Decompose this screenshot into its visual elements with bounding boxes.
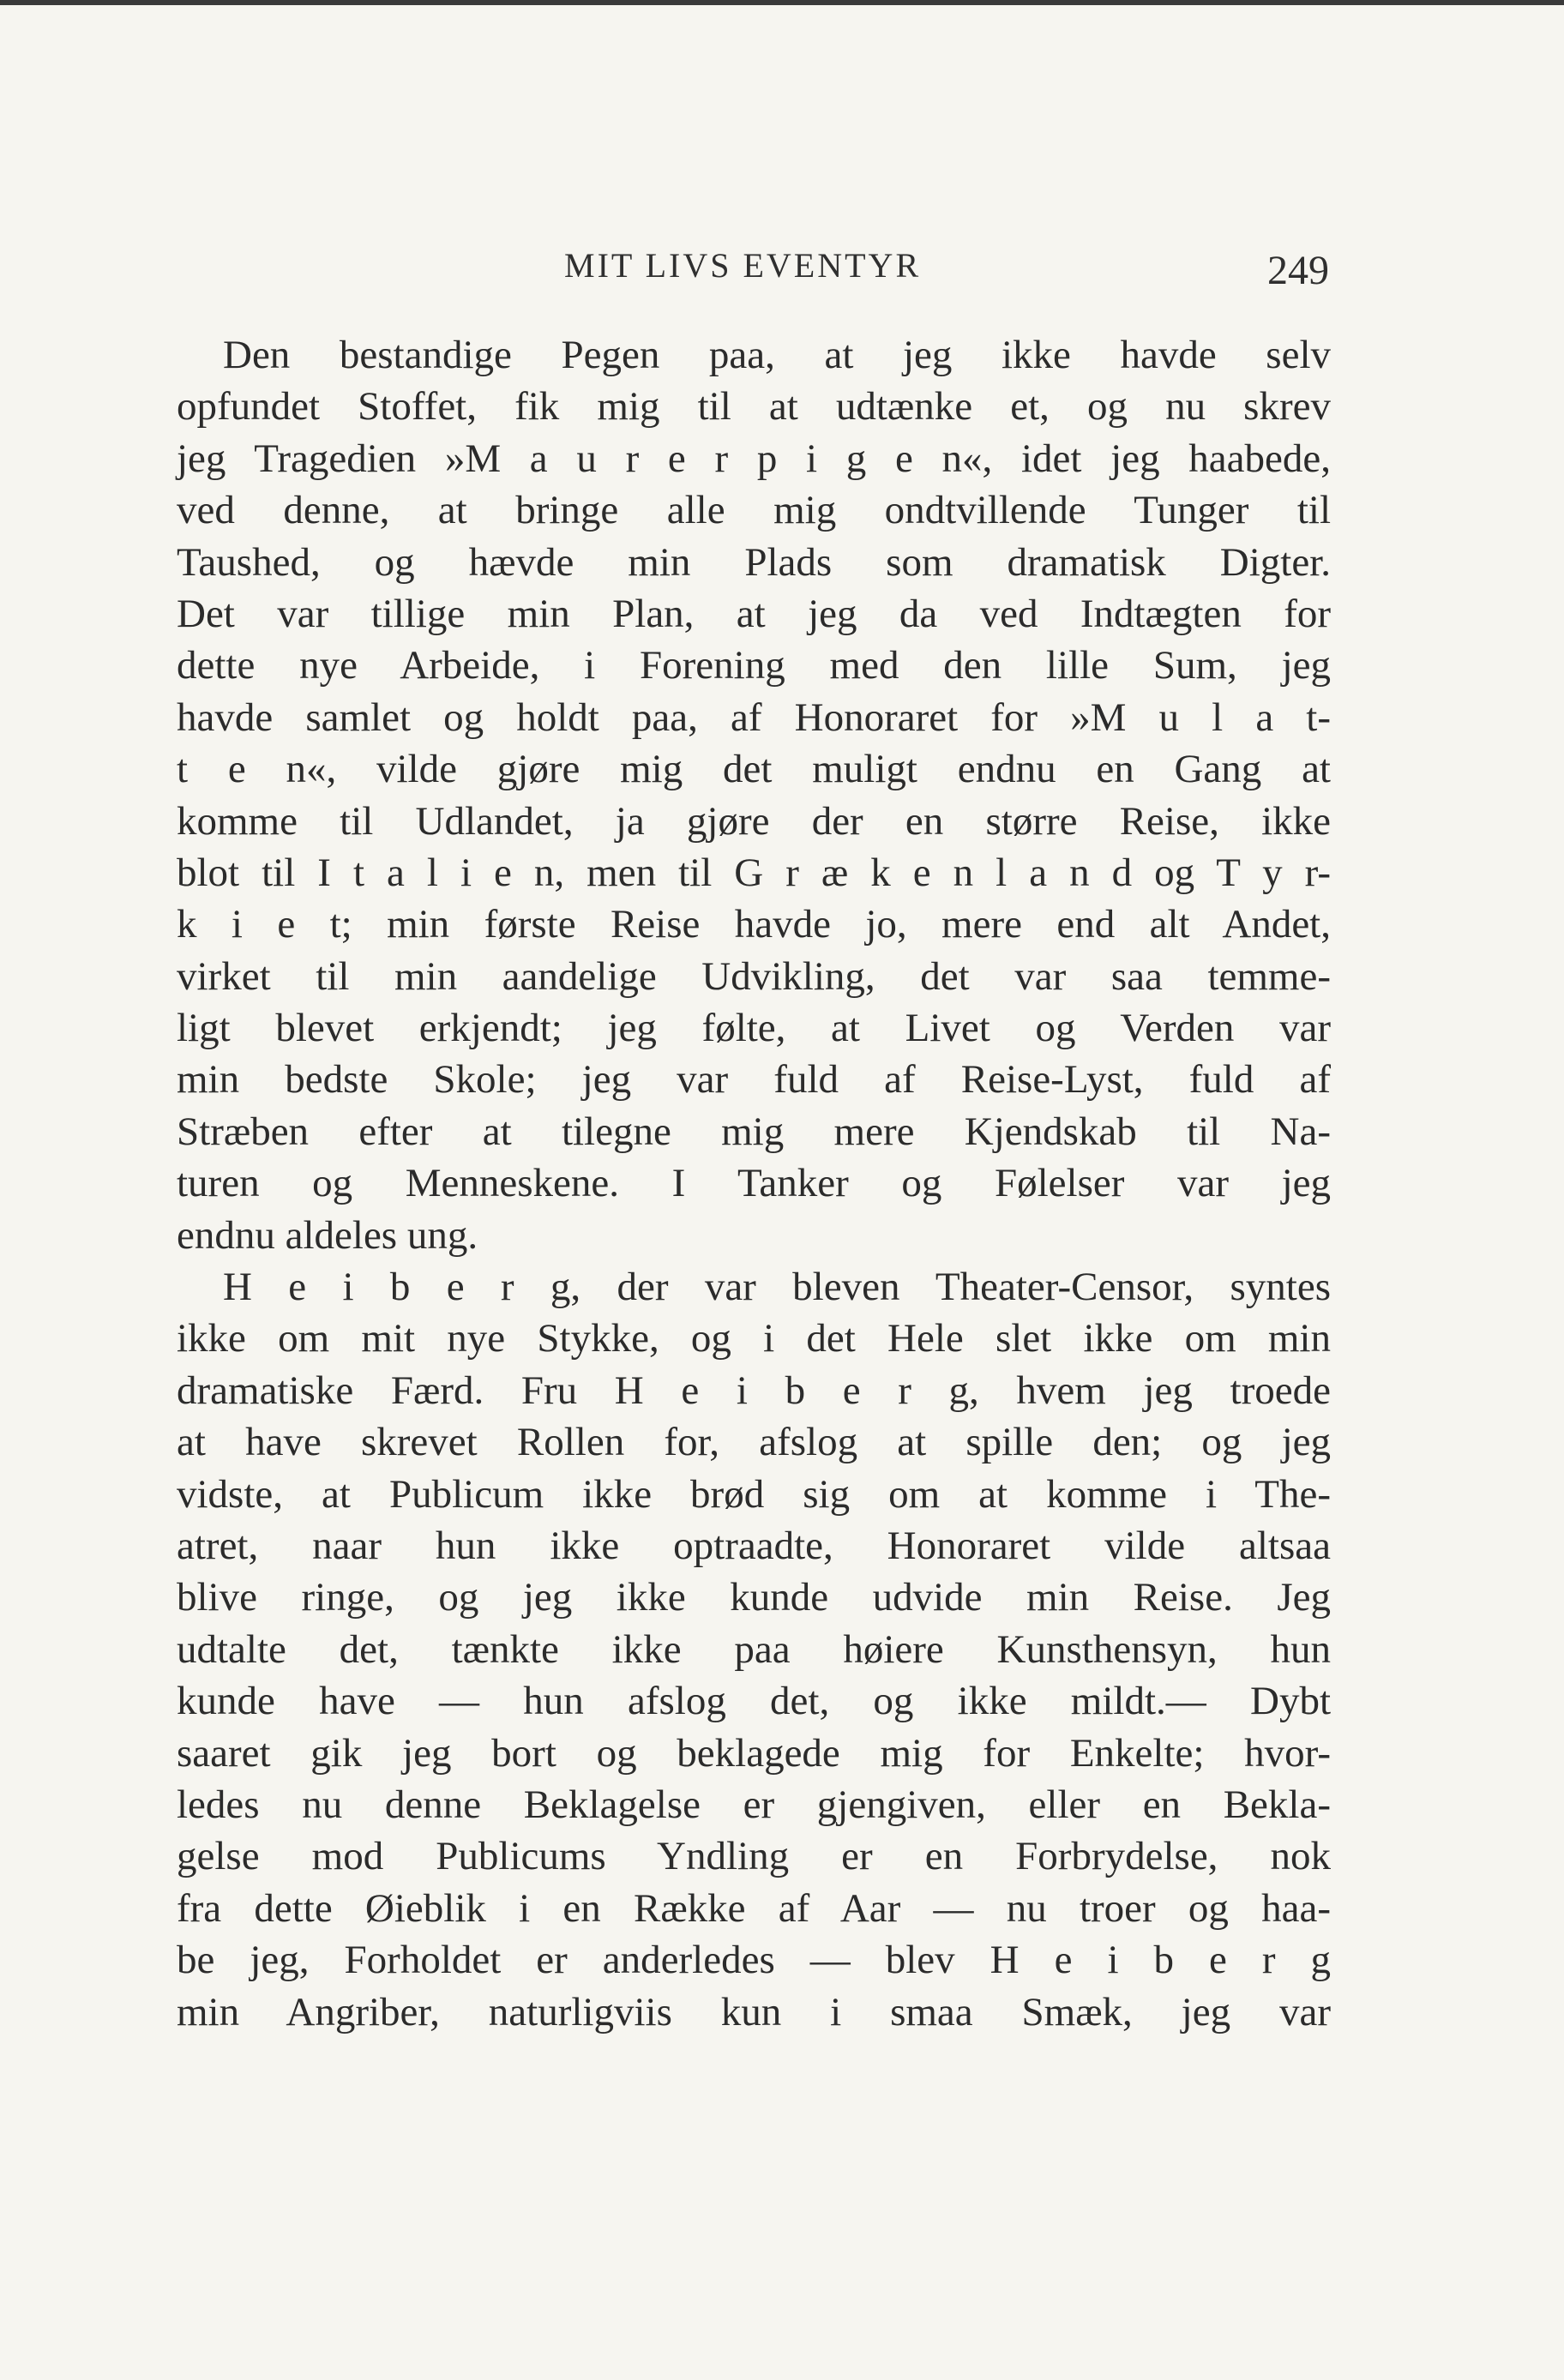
text-line: t e n«, vilde gjøre mig det muligt endnu en Gang at bbox=[177, 747, 1331, 792]
text-line: ledes nu denne Beklagelse er gjengiven, eller en Bekla- bbox=[177, 1782, 1331, 1827]
running-title: MIT LIVS EVENTYR bbox=[564, 246, 922, 285]
text-line: jeg Tragedien »M a u r e r p i g e n«, idet jeg haabede, bbox=[177, 436, 1331, 481]
text-line: havde samlet og holdt paa, af Honoraret for »M u l a t- bbox=[177, 694, 1331, 740]
text-line: blive ringe, og jeg ikke kunde udvide min Reise. Jeg bbox=[177, 1575, 1331, 1620]
page-number: 249 bbox=[1267, 248, 1329, 293]
text-line: min Angriber, naturligviis kun i smaa Smæk, jeg var bbox=[177, 1989, 1331, 2034]
text-line: fra dette Øieblik i en Række af Aar — nu troer og haa- bbox=[177, 1885, 1331, 1931]
text-line: opfundet Stoffet, fik mig til at udtænke et, og nu skrev bbox=[177, 384, 1331, 430]
text-line: vidste, at Publicum ikke brød sig om at komme i The- bbox=[177, 1471, 1331, 1517]
text-line: kunde have — hun afslog det, og ikke mildt.— Dybt bbox=[177, 1679, 1331, 1724]
text-line: Taushed, og hævde min Plads som dramatisk Digter. bbox=[177, 539, 1331, 585]
body-text bbox=[177, 329, 1331, 2038]
text-line: ligt blevet erkjendt; jeg følte, at Livet og Verden var bbox=[177, 1006, 1331, 1051]
text-line: saaret gik jeg bort og beklagede mig for Enkelte; hvor- bbox=[177, 1730, 1331, 1776]
page-top-edge bbox=[0, 0, 1564, 5]
text-line: endnu aldeles ung. bbox=[177, 1212, 478, 1258]
page-header bbox=[180, 245, 1329, 297]
text-line: ikke om mit nye Stykke, og i det Hele slet ikke om min bbox=[177, 1316, 1331, 1361]
text-line: turen og Menneskene. I Tanker og Følelser var jeg bbox=[177, 1161, 1331, 1206]
text-line: Den bestandige Pegen paa, at jeg ikke havde selv bbox=[223, 333, 1331, 377]
text-line: dramatiske Færd. Fru H e i b e r g, hvem jeg troede bbox=[177, 1367, 1331, 1413]
text-line: atret, naar hun ikke optraadte, Honoraret vilde altsaa bbox=[177, 1523, 1331, 1568]
text-line: Det var tillige min Plan, at jeg da ved Indtægten for bbox=[177, 591, 1331, 636]
text-line: virket til min aandelige Udvikling, det var saa temme- bbox=[177, 953, 1331, 999]
text-line: H e i b e r g, der var bleven Theater-Censor, syntes bbox=[223, 1265, 1331, 1310]
text-line: min bedste Skole; jeg var fuld af Reise-Lyst, fuld af bbox=[177, 1057, 1331, 1103]
text-line: at have skrevet Rollen for, afslog at spille den; og jeg bbox=[177, 1420, 1331, 1465]
text-line: Stræben efter at tilegne mig mere Kjendskab til Na- bbox=[177, 1109, 1331, 1154]
text-line: k i e t; min første Reise havde jo, mere end alt Andet, bbox=[177, 902, 1331, 947]
text-line: be jeg, Forholdet er anderledes — blev H e i b e r g bbox=[177, 1938, 1331, 1983]
text-line: ved denne, at bringe alle mig ondtvillende Tunger til bbox=[177, 488, 1331, 533]
text-line: dette nye Arbeide, i Forening med den lille Sum, jeg bbox=[177, 643, 1331, 688]
text-line: udtalte det, tænkte ikke paa høiere Kunsthensyn, hun bbox=[177, 1626, 1331, 1672]
text-line: blot til I t a l i e n, men til G r æ k e n l a n d og T y r- bbox=[177, 850, 1331, 895]
text-line: gelse mod Publicums Yndling er en Forbrydelse, nok bbox=[177, 1834, 1331, 1879]
text-line: komme til Udlandet, ja gjøre der en større Reise, ikke bbox=[177, 798, 1331, 844]
